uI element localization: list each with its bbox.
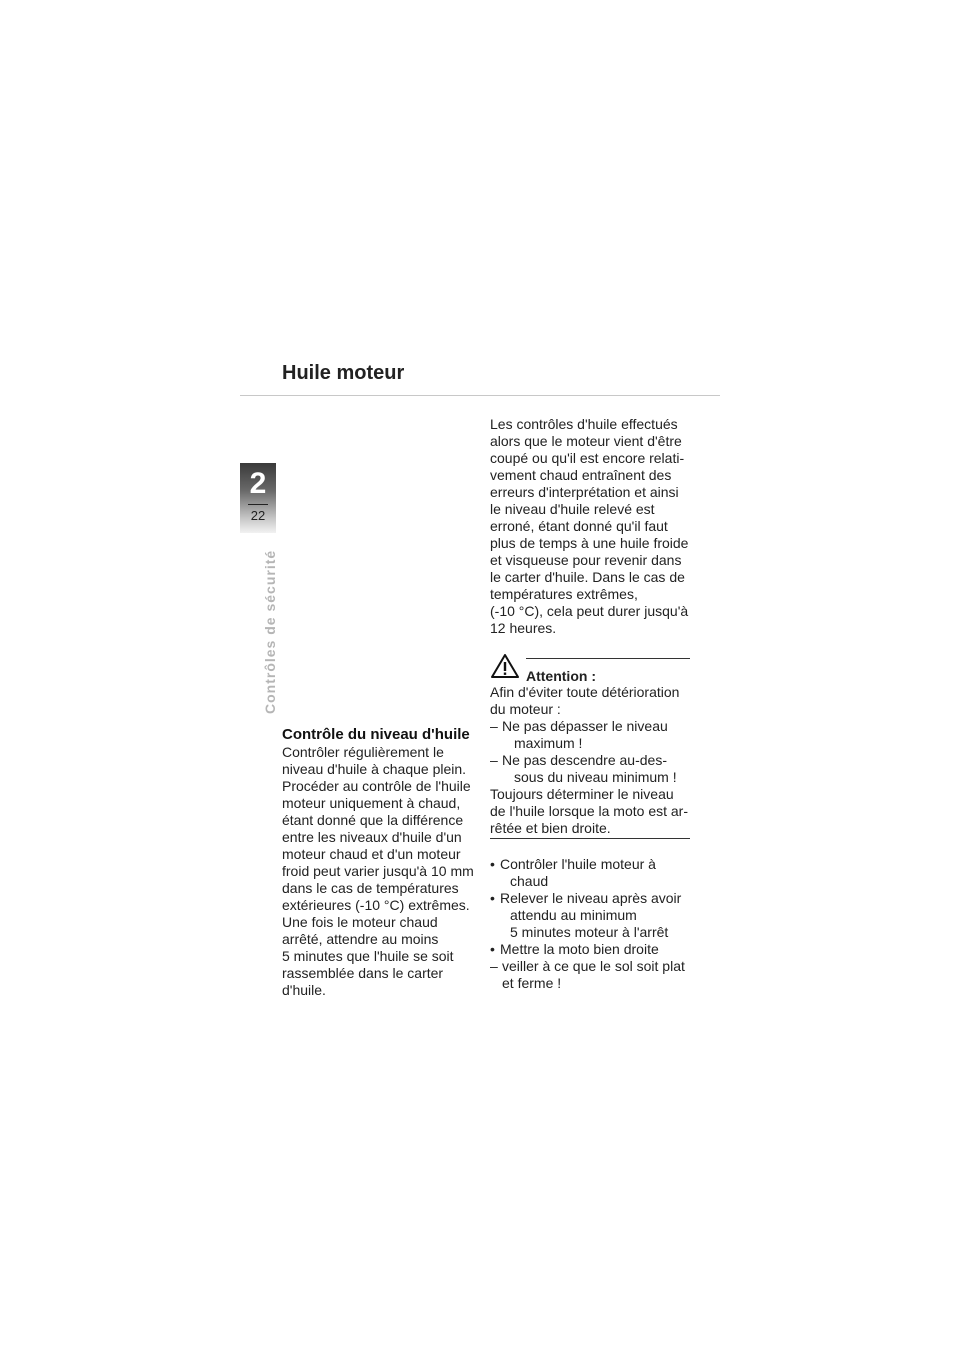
text-line: étant donné que la différence [282,812,464,828]
left-body [282,744,478,999]
text-line: le carter d'huile. Dans le cas de [490,569,685,585]
warning-line: de l'huile lorsque la moto est ar- [490,803,688,819]
text-line: alors que le moteur vient d'être [490,433,682,449]
text-line: 12 heures. [490,620,557,636]
warning-line: rêtée et bien droite. [490,820,611,836]
text-line: 5 minutes que l'huile se soit [282,948,454,964]
text-line: Contrôler régulièrement le [282,744,444,760]
intro-paragraph [490,416,690,637]
bullet-item [490,856,690,890]
page-number: 22 [250,508,266,523]
warning-line: du moteur : [490,701,561,717]
text-line: vement chaud entraînent des [490,467,672,483]
warning-header [490,659,690,684]
text-line: Procéder au contrôle de l'huile [282,778,471,794]
item-line: attendu au minimum [510,907,637,923]
text-line: extérieures (-10 °C) extrêmes. [282,897,470,913]
text-line: moteur uniquement à chaud, [282,795,461,811]
item-line: veiller à ce que le sol soit plat [502,958,685,974]
warning-title: Attention : [526,668,596,684]
item-line: Ne pas descendre au-des- [502,752,667,768]
dash-marker: – [490,958,498,974]
text-line: dans le cas de températures [282,880,459,896]
item-line: sous du niveau minimum ! [514,769,677,785]
item-line: 5 minutes moteur à l'arrêt [510,924,669,940]
item-line: maximum ! [514,735,583,751]
item-line: Contrôler l'huile moteur à [500,856,656,872]
dash-marker: – [490,752,498,768]
text-line: niveau d'huile à chaque plein. [282,761,467,777]
chapter-divider [248,504,268,505]
item-line: Relever le niveau après avoir [500,890,682,906]
text-line: températures extrêmes, [490,586,638,602]
chapter-tab [240,463,276,533]
bullet-item [490,941,690,958]
text-line: plus de temps à une huile froide [490,535,689,551]
text-line: entre les niveaux d'huile d'un [282,829,462,845]
item-line: chaud [510,873,549,889]
text-line: erreurs d'interprétation et ainsi [490,484,679,500]
warning-box [490,658,690,839]
text-line: moteur chaud et d'un moteur [282,846,461,862]
text-line: Une fois le moteur chaud [282,914,438,930]
warning-triangle-icon [490,653,520,679]
bullet-marker: • [490,856,495,872]
item-line: Mettre la moto bien droite [500,941,659,957]
text-line: le niveau d'huile relevé est [490,501,655,517]
section-heading: Contrôle du niveau d'huile [282,726,470,743]
text-line: froid peut varier jusqu'à 10 mm [282,863,474,879]
text-line: arrêté, attendre au moins [282,931,439,947]
dash-item [490,958,690,992]
bullet-item [490,890,690,941]
text-line: Les contrôles d'huile effectués [490,416,678,432]
text-line: et visqueuse pour revenir dans [490,552,682,568]
item-line: et ferme ! [502,975,562,991]
warning-line: Afin d'éviter toute détérioration [490,684,680,700]
left-column [282,726,478,999]
dash-marker: – [490,718,498,734]
right-column [490,416,690,992]
item-line: Ne pas dépasser le niveau [502,718,668,734]
warning-line: Toujours déterminer le niveau [490,786,674,802]
text-line: coupé ou qu'il est encore relati- [490,450,685,466]
chapter-side-label: Contrôles de sécurité [262,549,278,714]
warning-item [490,718,690,752]
warning-bottom-rule [490,838,690,839]
title-divider [240,395,720,396]
bullet-marker: • [490,890,495,906]
warning-item [490,752,690,786]
chapter-number: 2 [249,467,267,500]
text-line: (-10 °C), cela peut durer jusqu'à [490,603,689,619]
bullet-marker: • [490,941,495,957]
page-title: Huile moteur [282,362,405,384]
procedure-steps [490,856,690,992]
text-line: d'huile. [282,982,326,998]
text-line: rassemblée dans le carter [282,965,444,981]
text-line: erroné, étant donné qu'il faut [490,518,668,534]
